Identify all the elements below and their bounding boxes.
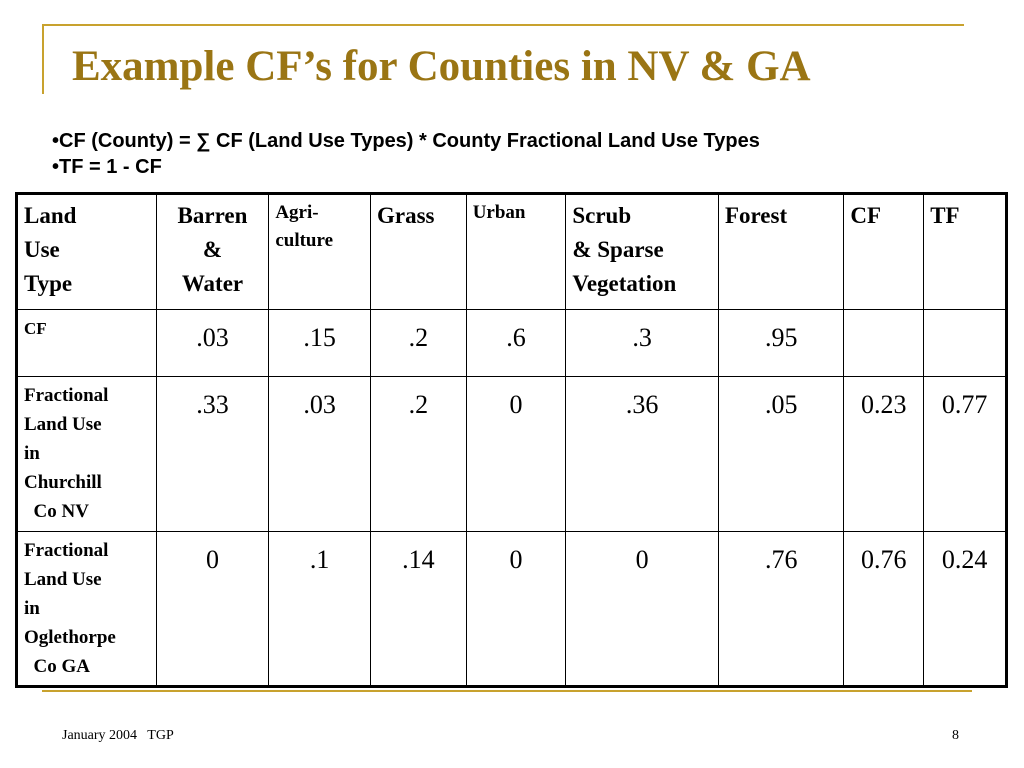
table-cell: 0	[156, 532, 269, 687]
table-cell: .03	[269, 377, 371, 532]
table-row-oglethorpe	[17, 532, 1007, 687]
row-label: Fractional Land Use in Churchill Co NV	[17, 377, 157, 532]
header-tf: TF	[924, 194, 1007, 310]
table-cell: 0.76	[844, 532, 924, 687]
header-land-use-type: Land Use Type	[17, 194, 157, 310]
table-cell	[924, 310, 1007, 377]
table-cell: 0	[566, 532, 719, 687]
table-cell: .03	[156, 310, 269, 377]
table-cell: 0.23	[844, 377, 924, 532]
table-cell: .3	[566, 310, 719, 377]
header-agriculture: Agri- culture	[269, 194, 371, 310]
table-cell: .33	[156, 377, 269, 532]
table-cell: .1	[269, 532, 371, 687]
header-cf: CF	[844, 194, 924, 310]
header-scrub: Scrub & Sparse Vegetation	[566, 194, 719, 310]
table-cell: .95	[718, 310, 843, 377]
table-cell: 0	[466, 377, 566, 532]
table-cell: .76	[718, 532, 843, 687]
table-row-cf	[17, 310, 1007, 377]
left-rule	[42, 24, 44, 94]
table-cell: 0.77	[924, 377, 1007, 532]
header-row	[17, 194, 1007, 310]
slide-title: Example CF’s for Counties in NV & GA	[72, 43, 811, 90]
row-label: CF	[17, 310, 157, 377]
table-cell: .05	[718, 377, 843, 532]
table-cell: .36	[566, 377, 719, 532]
bullet-cf-formula: • CF (County) = ∑ CF (Land Use Types) * County Fractional Land Use Types	[52, 128, 760, 154]
table-cell: .14	[370, 532, 466, 687]
table-cell: .2	[370, 377, 466, 532]
table-row-churchill	[17, 377, 1007, 532]
top-rule	[42, 24, 964, 26]
footer-rule	[42, 690, 972, 692]
table-cell: .2	[370, 310, 466, 377]
table-cell: 0	[466, 532, 566, 687]
header-grass: Grass	[370, 194, 466, 310]
footer-date-author: January 2004 TGP	[62, 728, 174, 743]
row-label: Fractional Land Use in Oglethorpe Co GA	[17, 532, 157, 687]
header-urban: Urban	[466, 194, 566, 310]
header-barren-water: Barren & Water	[156, 194, 269, 310]
table-cell	[844, 310, 924, 377]
header-forest: Forest	[718, 194, 843, 310]
table-cell: .6	[466, 310, 566, 377]
table-cell: 0.24	[924, 532, 1007, 687]
bullet-list	[52, 128, 760, 180]
bullet-tf-formula: • TF = 1 - CF	[52, 154, 760, 180]
cf-table	[15, 192, 1008, 688]
page-number: 8	[952, 728, 959, 743]
table-cell: .15	[269, 310, 371, 377]
